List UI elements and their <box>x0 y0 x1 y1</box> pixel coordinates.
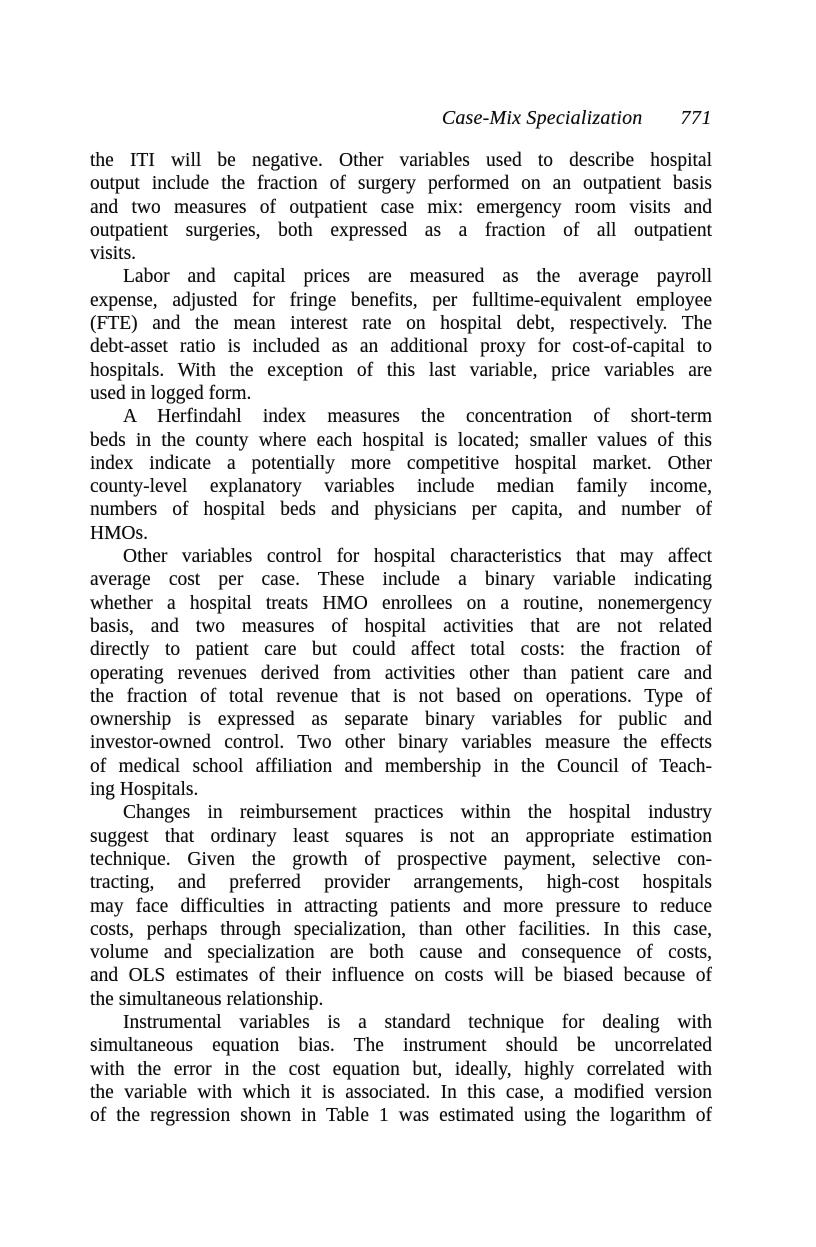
paragraph <box>90 265 712 405</box>
text-line: hospitals. With the exception of this last variable, price variables are <box>90 359 712 381</box>
text-line: A Herfindahl index measures the concentration of short-term <box>123 406 712 428</box>
text-line: used in logged form. <box>90 382 252 404</box>
text-line: beds in the county where each hospital is located; smaller values of this <box>90 429 712 451</box>
paragraph <box>90 545 712 801</box>
paragraph <box>90 1011 712 1127</box>
text-line: directly to patient care but could affect total costs: the fraction of <box>90 639 712 661</box>
text-line: Other variables control for hospital characteristics that may affect <box>123 546 712 568</box>
text-line: HMOs. <box>90 522 148 544</box>
running-head <box>90 106 712 130</box>
text-line: Labor and capital prices are measured as the average payroll <box>123 266 712 288</box>
text-line: ownership is expressed as separate binary variables for public and <box>90 709 712 731</box>
text-line: operating revenues derived from activities other than patient care and <box>90 662 712 684</box>
text-line: costs, perhaps through specialization, than other facilities. In this case, <box>90 918 712 940</box>
text-line: numbers of hospital beds and physicians per capita, and number of <box>90 499 712 521</box>
running-head-title: Case-Mix Specialization <box>441 107 643 129</box>
text-line: output include the fraction of surgery performed on an outpatient basis <box>90 173 712 195</box>
text-line: and two measures of outpatient case mix: emergency room visits and <box>90 196 712 218</box>
text-line: volume and specialization are both cause and consequence of costs, <box>90 942 712 964</box>
text-line: expense, adjusted for fringe benefits, per fulltime-equivalent employee <box>90 289 712 311</box>
paragraph <box>90 801 712 1011</box>
text-line: average cost per case. These include a binary variable indicating <box>90 569 712 591</box>
text-block <box>90 106 712 1127</box>
text-line: tracting, and preferred provider arrangements, high-cost hospitals <box>90 872 712 894</box>
text-line: the fraction of total revenue that is not based on operations. Type of <box>90 685 712 707</box>
text-line: the ITI will be negative. Other variables used to describe hospital <box>90 150 712 171</box>
text-line: technique. Given the growth of prospective payment, selective con- <box>90 848 712 870</box>
text-line: the simultaneous relationship. <box>90 988 324 1010</box>
text-line: whether a hospital treats HMO enrollees on a routine, nonemergency <box>90 592 712 614</box>
paragraph <box>90 149 712 265</box>
text-line: Changes in reimbursement practices within the hospital industry <box>123 802 712 824</box>
body-text <box>90 149 712 1127</box>
text-line: the variable with which it is associated. In this case, a modified version <box>90 1081 712 1103</box>
text-line: with the error in the cost equation but, ideally, highly correlated with <box>90 1058 712 1080</box>
text-line: (FTE) and the mean interest rate on hospital debt, respectively. The <box>90 313 712 335</box>
text-line: basis, and two measures of hospital activities that are not related <box>90 615 712 637</box>
text-line: investor-owned control. Two other binary variables measure the effects <box>90 732 712 754</box>
text-line: of the regression shown in Table 1 was estimated using the logarithm of <box>90 1105 712 1127</box>
text-line: index indicate a potentially more competitive hospital market. Other <box>90 452 712 474</box>
text-line: visits. <box>90 243 137 265</box>
text-line: suggest that ordinary least squares is not an appropriate estimation <box>90 825 712 847</box>
text-line: and OLS estimates of their influence on costs will be biased because of <box>90 965 712 987</box>
paragraph <box>90 405 712 545</box>
page-number: 771 <box>680 107 712 129</box>
text-line: ing Hospitals. <box>90 779 199 801</box>
text-line: of medical school affiliation and membership in the Council of Teach- <box>90 755 712 777</box>
text-line: county-level explanatory variables include median family income, <box>90 476 712 498</box>
text-line: may face difficulties in attracting patients and more pressure to reduce <box>90 895 712 917</box>
text-line: debt-asset ratio is included as an additional proxy for cost-of-capital to <box>90 336 712 358</box>
text-line: simultaneous equation bias. The instrument should be uncorrelated <box>90 1035 712 1057</box>
text-line: outpatient surgeries, both expressed as a fraction of all outpatient <box>90 219 712 241</box>
text-line: Instrumental variables is a standard technique for dealing with <box>123 1011 712 1033</box>
